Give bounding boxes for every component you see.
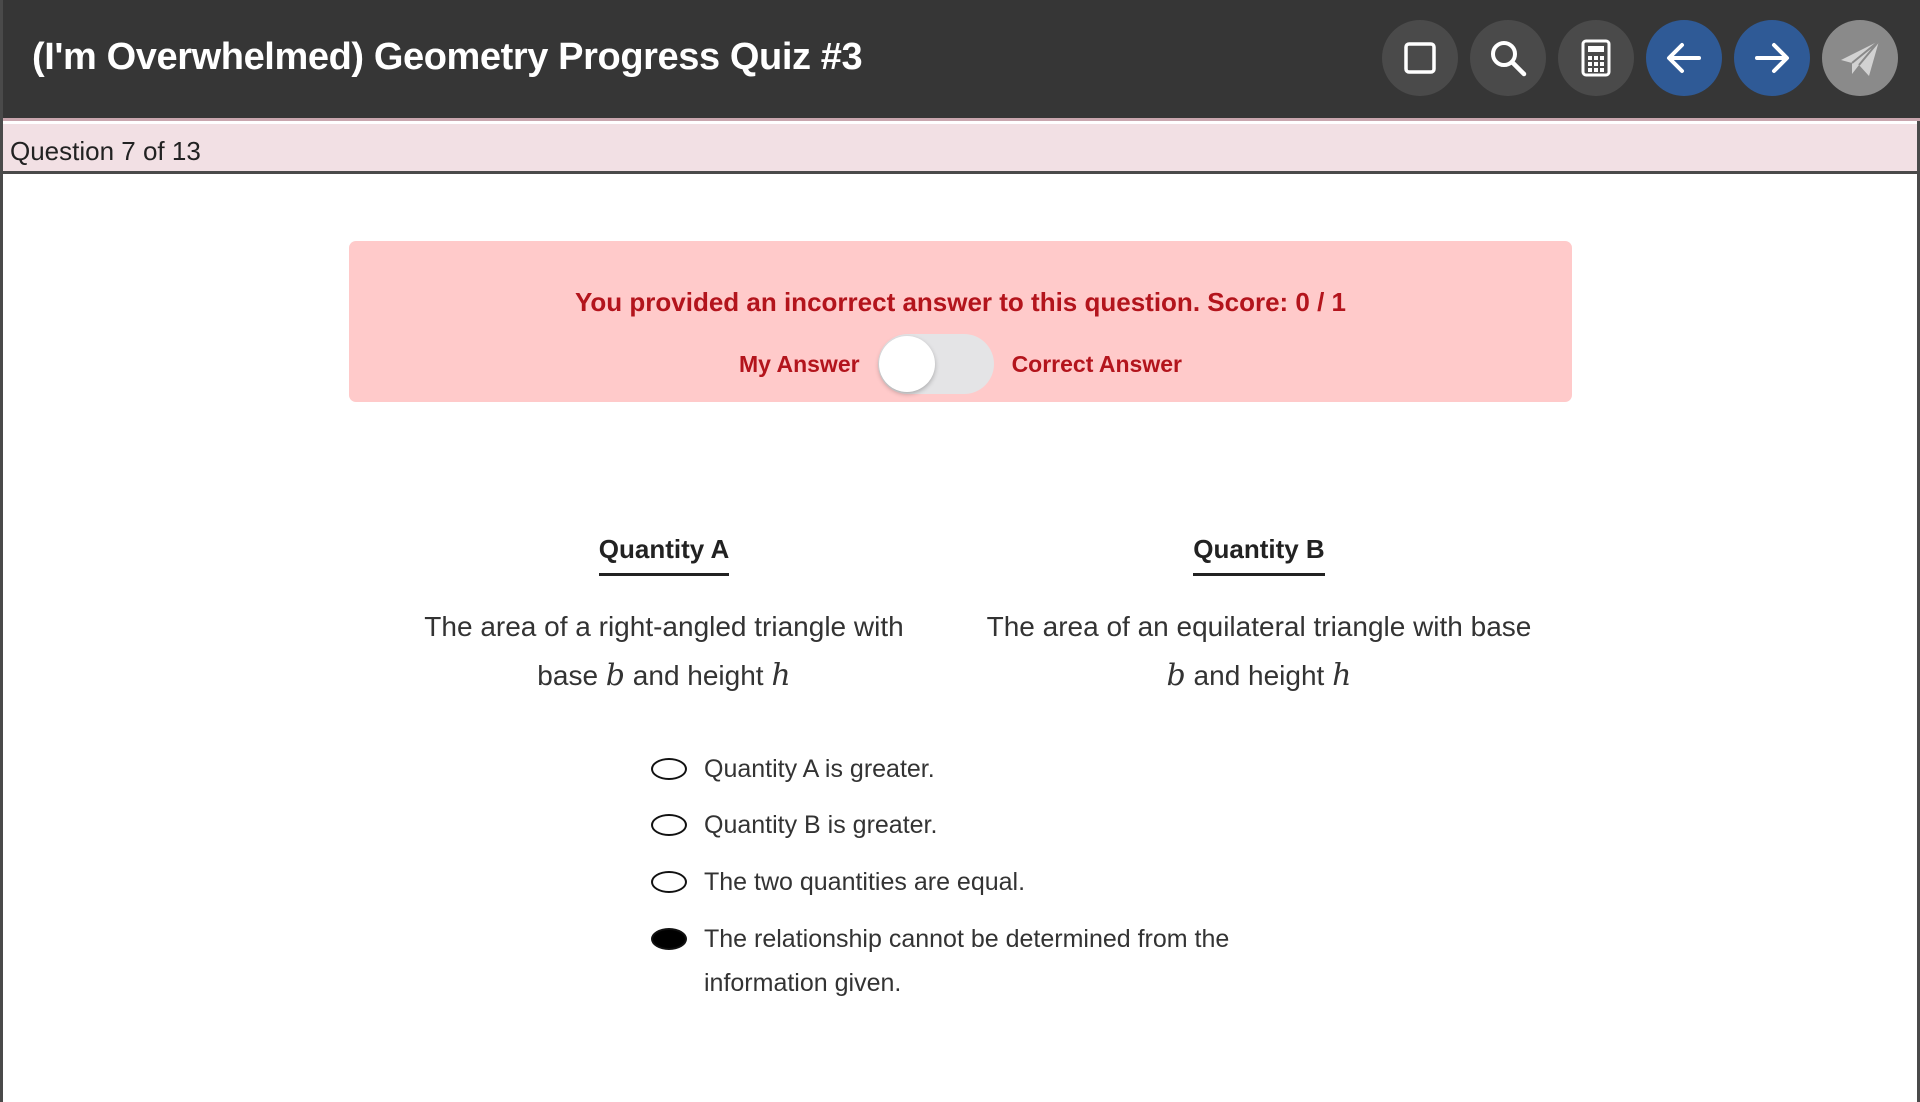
my-answer-label[interactable]: My Answer: [738, 350, 860, 377]
search-button[interactable]: [1470, 20, 1546, 96]
answer-toggle-row: [349, 333, 1572, 395]
bookmark-square-icon: [1403, 41, 1437, 75]
arrow-left-icon: [1665, 41, 1703, 75]
question-counter: Question 7 of 13: [10, 136, 201, 166]
quantity-b-line2: [969, 651, 1549, 700]
quantity-b-heading: Quantity B: [1193, 534, 1324, 576]
submit-quiz-button[interactable]: [1822, 20, 1898, 96]
quantity-a-heading: Quantity A: [599, 534, 729, 576]
calculator-button[interactable]: [1558, 20, 1634, 96]
quantity-a-description: [414, 602, 914, 700]
header-bar: [3, 0, 1920, 121]
bookmark-button[interactable]: [1382, 20, 1458, 96]
radio-button-selected[interactable]: [651, 928, 687, 950]
quiz-title: (I'm Overwhelmed) Geometry Progress Quiz #3: [32, 36, 863, 78]
math-variable-h: h: [1332, 658, 1352, 693]
answer-choice[interactable]: [651, 747, 1271, 791]
answer-choice-selected[interactable]: [651, 917, 1271, 1005]
quantity-b-description: [969, 602, 1549, 700]
answer-choice[interactable]: [651, 803, 1271, 847]
quantity-b-line1: The area of an equilateral triangle with base: [986, 611, 1532, 642]
previous-question-button[interactable]: [1646, 20, 1722, 96]
quantity-a-line2-pre: base: [537, 660, 606, 691]
feedback-message: You provided an incorrect answer to this question. Score: 0 / 1: [574, 287, 1346, 317]
correct-answer-label[interactable]: Correct Answer: [1011, 350, 1182, 377]
question-panel: [3, 177, 1917, 1102]
answer-choice[interactable]: [651, 860, 1271, 904]
radio-button[interactable]: [651, 814, 687, 836]
radio-button[interactable]: [651, 758, 687, 780]
quantity-a-line2-mid: and height: [625, 660, 772, 691]
choice-label: The two quantities are equal.: [704, 868, 1026, 896]
choice-label-line2: information given.: [704, 969, 902, 997]
arrow-right-icon: [1753, 41, 1791, 75]
math-variable-b: b: [605, 658, 626, 693]
quantity-a-column: [414, 534, 914, 700]
quantity-a-line2: [414, 651, 914, 700]
choice-label: Quantity A is greater.: [704, 755, 935, 783]
choice-label-line1: The relationship cannot be determined from the: [704, 925, 1230, 953]
toolbar: [1382, 20, 1898, 96]
quantity-a-line1: The area of a right-angled triangle with: [424, 611, 904, 642]
toggle-knob: [879, 336, 935, 392]
send-paper-plane-icon: [1839, 38, 1881, 78]
choice-label: Quantity B is greater.: [704, 811, 938, 839]
question-progress-bar: [3, 124, 1917, 174]
math-variable-b: b: [1166, 658, 1186, 693]
answer-toggle-switch[interactable]: [878, 334, 994, 394]
quantity-b-line2-mid: and height: [1185, 660, 1333, 691]
feedback-alert: [349, 241, 1572, 402]
radio-button[interactable]: [651, 871, 687, 893]
quantity-b-column: [969, 534, 1549, 700]
search-icon: [1488, 38, 1528, 78]
next-question-button[interactable]: [1734, 20, 1810, 96]
math-variable-h: h: [771, 658, 791, 693]
calculator-icon: [1581, 39, 1611, 77]
